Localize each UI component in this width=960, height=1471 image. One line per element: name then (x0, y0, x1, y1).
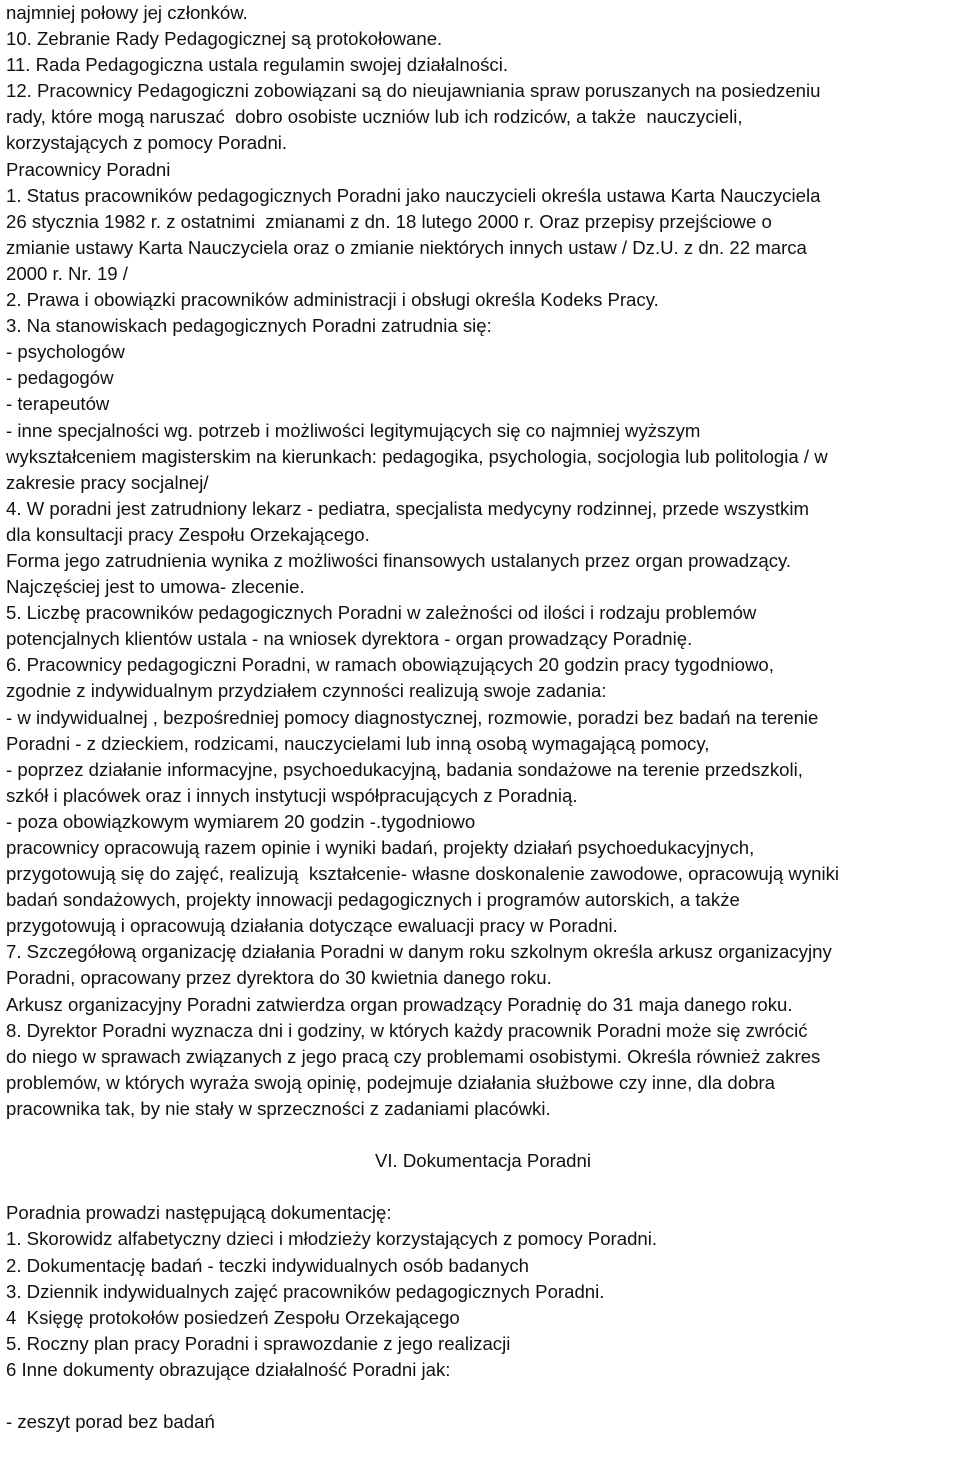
text-line: 4. W poradni jest zatrudniony lekarz - pediatra, specjalista medycyny rodzinnej, przede wszystkim (6, 497, 809, 519)
text-line: 7. Szczegółową organizację działania Poradni w danym roku szkolnym określa arkusz organizacyjny (6, 941, 832, 963)
text-line: Poradni, opracowany przez dyrektora do 30 kwietnia danego roku. (6, 967, 552, 989)
text-line: - zeszyt porad bez badań (6, 1411, 215, 1433)
text-line: szkół i placówek oraz i innych instytucji współpracujących z Poradnią. (6, 784, 578, 806)
documentation-section (6, 1200, 960, 1383)
text-line: - poza obowiązkowym wymiarem 20 godzin -.tygodniowo (6, 810, 476, 832)
text-line: badań sondażowych, projekty innowacji pedagogicznych i programów autorskich, a także (6, 889, 740, 911)
text-line: 26 stycznia 1982 r. z ostatnimi zmianami z dn. 18 lutego 2000 r. Oraz przepisy przejściowe o (6, 210, 772, 232)
spacer (6, 1383, 960, 1409)
text-line: Forma jego zatrudnienia wynika z możliwości finansowych ustalanych przez organ prowadzący. (6, 549, 792, 571)
text-line: 2000 r. Nr. 19 / (6, 262, 128, 284)
text-line: 1. Status pracowników pedagogicznych Poradni jako nauczycieli określa ustawa Karta Nauczyciela (6, 184, 821, 206)
text-line: 1. Skorowidz alfabetyczny dzieci i młodzieży korzystających z pomocy Poradni. (6, 1228, 658, 1250)
spacer (6, 1174, 960, 1200)
text-line: Poradni - z dzieckiem, rodzicami, nauczycielami lub inną osobą wymagającą pomocy, (6, 732, 710, 754)
text-line: - poprzez działanie informacyjne, psychoedukacyjną, badania sondażowe na terenie przedszkoli, (6, 758, 803, 780)
text-line: 3. Dziennik indywidualnych zajęć pracowników pedagogicznych Poradni. (6, 1280, 605, 1302)
text-line: problemów, w których wyraża swoją opinię, podejmuje działania służbowe czy inne, dla dobra (6, 1071, 775, 1093)
text-line: korzystających z pomocy Poradni. (6, 132, 288, 154)
text-line: - pedagogów (6, 367, 114, 389)
text-line: potencjalnych klientów ustala - na wniosek dyrektora - organ prowadzący Poradnię. (6, 628, 693, 650)
documentation-items (6, 1409, 960, 1435)
text-line: wykształceniem magisterskim na kierunkach: pedagogika, psychologia, socjologia lub politologia / w (6, 445, 828, 467)
staff-section (6, 183, 960, 1122)
text-line: zmianie ustawy Karta Nauczyciela oraz o zmianie niektórych innych ustaw / Dz.U. z dn. 22 marca (6, 236, 807, 258)
text-line: - w indywidualnej , bezpośredniej pomocy diagnostycznej, rozmowie, poradzi bez badań na terenie (6, 706, 819, 728)
text-line: 6 Inne dokumenty obrazujące działalność Poradni jak: (6, 1358, 451, 1380)
text-line: dla konsultacji pracy Zespołu Orzekającego. (6, 523, 370, 545)
intro-paragraphs (6, 0, 960, 157)
text-line: 10. Zebranie Rady Pedagogicznej są protokołowane. (6, 28, 443, 50)
text-line: 2. Dokumentację badań - teczki indywidualnych osób badanych (6, 1254, 530, 1276)
section-title-staff: Pracownicy Poradni (6, 158, 171, 180)
text-line: do niego w sprawach związanych z jego pracą czy problemami osobistymi. Określa również zakres (6, 1045, 821, 1067)
text-line: zgodnie z indywidualnym przydziałem czynności realizują swoje zadania: (6, 680, 607, 702)
text-line: 12. Pracownicy Pedagogiczni zobowiązani są do nieujawniania spraw poruszanych na posiedzeniu (6, 80, 821, 102)
text-line: Najczęściej jest to umowa- zlecenie. (6, 576, 305, 598)
text-line: 4 Księgę protokołów posiedzeń Zespołu Orzekającego (6, 1306, 460, 1328)
text-line: Poradnia prowadzi następującą dokumentację: (6, 1202, 392, 1224)
text-line: 11. Rada Pedagogiczna ustala regulamin swojej działalności. (6, 54, 508, 76)
text-line: pracownicy opracowują razem opinie i wyniki badań, projekty działań psychoedukacyjnych, (6, 837, 755, 858)
text-line: 5. Liczbę pracowników pedagogicznych Poradni w zależności od ilości i rodzaju problemów (6, 602, 757, 624)
text-line: pracownika tak, by nie stały w sprzeczności z zadaniami placówki. (6, 1097, 551, 1119)
spacer (6, 1122, 960, 1148)
text-line: 6. Pracownicy pedagogiczni Poradni, w ramach obowiązujących 20 godzin pracy tygodniowo, (6, 654, 774, 676)
text-line: - inne specjalności wg. potrzeb i możliwości legitymujących się co najmniej wyższym (6, 419, 701, 441)
text-line: zakresie pracy socjalnej/ (6, 471, 209, 493)
text-line: - terapeutów (6, 393, 110, 415)
text-line: przygotowują się do zajęć, realizują kształcenie- własne doskonalenie zawodowe, opracowują wyniki (6, 863, 840, 885)
text-line: 5. Roczny plan pracy Poradni i sprawozdanie z jego realizacji (6, 1332, 511, 1354)
text-line: - psychologów (6, 341, 125, 363)
text-line: najmniej połowy jej członków. (6, 2, 248, 23)
text-line: rady, które mogą naruszać dobro osobiste uczniów lub ich rodziców, a także nauczycieli, (6, 106, 743, 128)
text-line: 2. Prawa i obowiązki pracowników administracji i obsługi określa Kodeks Pracy. (6, 289, 659, 311)
text-line: przygotowują i opracowują działania dotyczące ewaluacji pracy w Poradni. (6, 915, 618, 937)
text-line: Arkusz organizacyjny Poradni zatwierdza organ prowadzący Poradnię do 31 maja danego roku. (6, 993, 793, 1015)
text-line: 8. Dyrektor Poradni wyznacza dni i godziny, w których każdy pracownik Poradni może się zwrócić (6, 1019, 808, 1041)
text-line: 3. Na stanowiskach pedagogicznych Poradni zatrudnia się: (6, 315, 492, 337)
section-title-documentation: VI. Dokumentacja Poradni (374, 1150, 591, 1172)
